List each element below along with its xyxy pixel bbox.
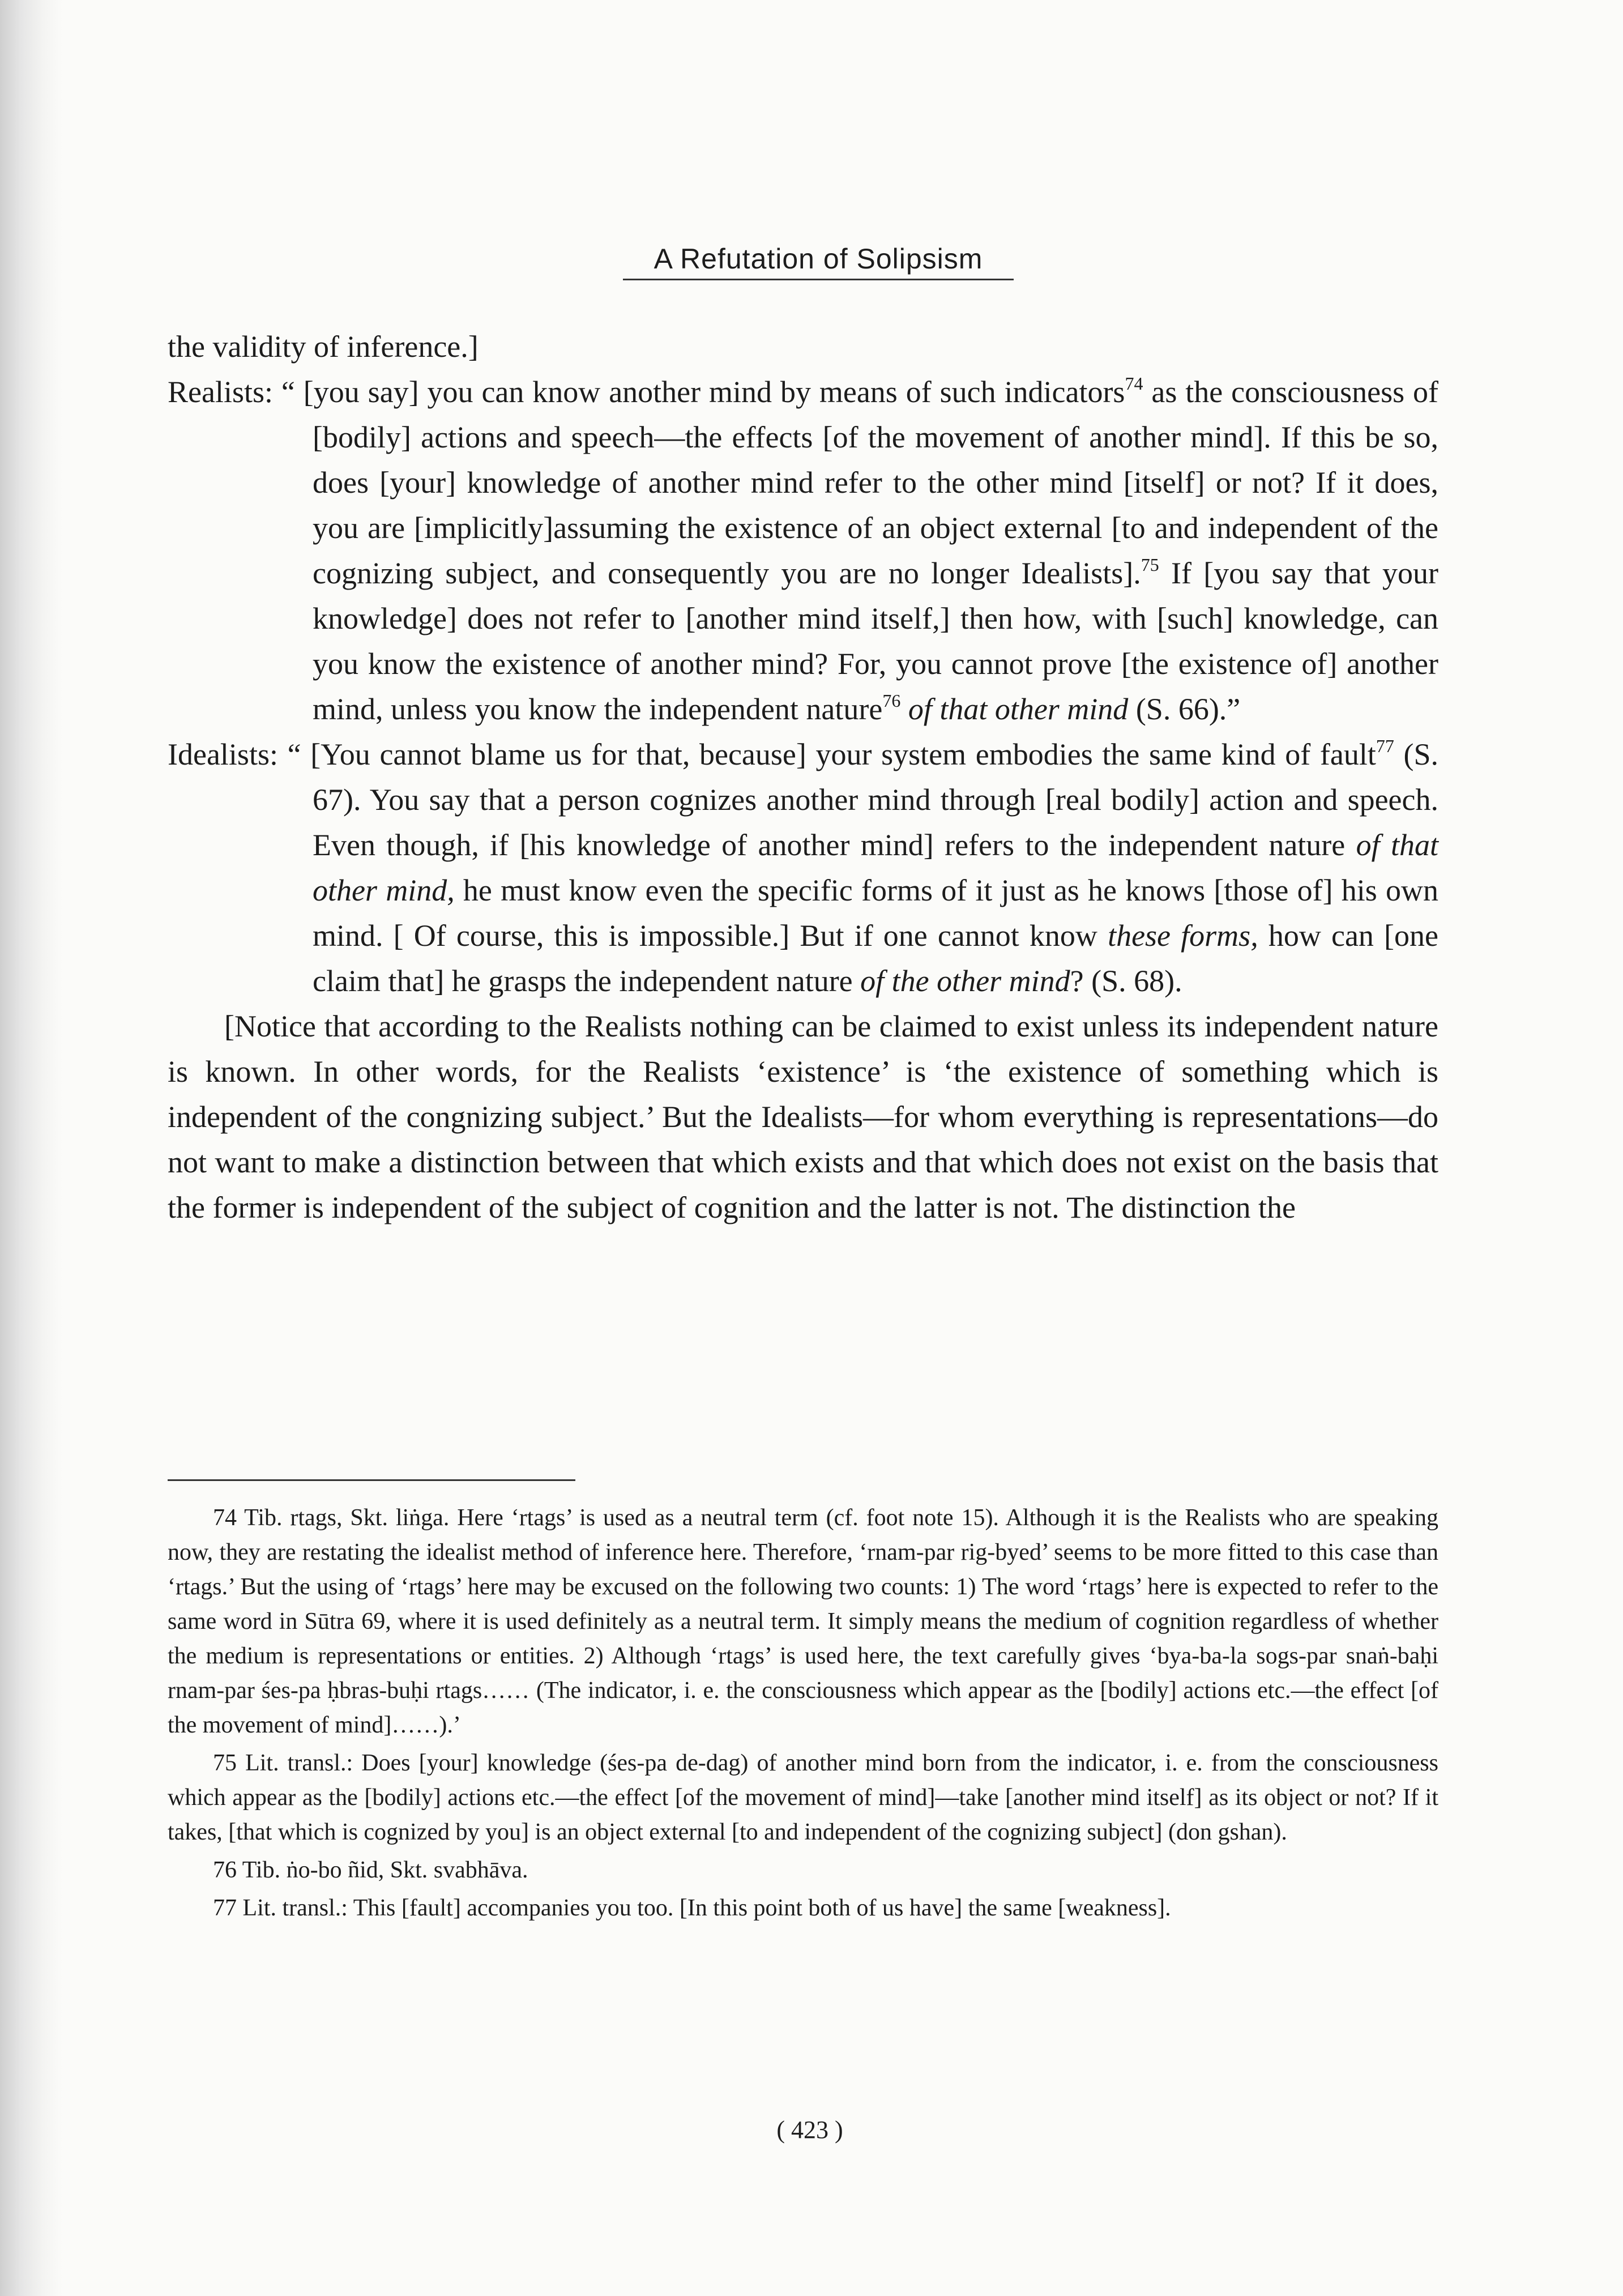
running-head: A Refutation of Solipsism (623, 242, 1014, 280)
idealists-italic-3: of the other mind (860, 964, 1070, 998)
idealists-text-1: “ [You cannot blame us for that, because] your system embodies the same kind of fault (277, 737, 1376, 771)
footnote-ref-74[interactable]: 74 (1125, 373, 1143, 394)
footnotes (168, 1501, 1438, 1929)
footnote-divider (168, 1479, 575, 1481)
idealists-italic-2: these forms, (1108, 919, 1258, 953)
page-number: ( 423 ) (776, 2116, 843, 2144)
footnote-75: 75 Lit. transl.: Does [your] knowledge (śes-pa de-dag) of another mind born from the indicator, i. e. from the consciousness which appear as the [bodily] actions etc.—the effect [of the movement of mind]—take [another mind itself] as its object or not? If it takes, [that which is cognized by you] is an object external [to and independent of the cognizing subject] (don gshan). (168, 1750, 1438, 1845)
realists-text-1: “ [you say] you can know another mind by means of such indicators (273, 375, 1125, 409)
idealists-italic-1: of that other mind, (313, 828, 1438, 907)
footnote-ref-77[interactable]: 77 (1376, 736, 1394, 756)
idealists-text-3: he must know even the specific forms of it just as he knows [those of] his own mind. [ Of course, this is impossible.] But if one cannot know (313, 873, 1438, 953)
footnote-ref-76[interactable]: 76 (882, 690, 901, 711)
speaker-realists: Realists: (168, 375, 273, 409)
notice-paragraph: [Notice that according to the Realists nothing can be claimed to exist unless its independent nature is known. In other words, for the Realists ‘existence’ is ‘the existence of something which is independent of the congnizing subject.’ But the Idealists—for whom everything is representations—do not want to make a distinction between that which exists and that which does not exist on the basis that the former is independent of the subject of cognition and the latter is not. The distinction the (168, 1009, 1438, 1224)
speaker-idealists: Idealists: (168, 737, 278, 771)
realists-text-4: (S. 66).” (1128, 692, 1241, 726)
realists-paragraph (168, 369, 1438, 732)
continuation-line: the validity of inference.] (168, 330, 479, 364)
footnote-76: 76 Tib. ṅo-bo ñid, Skt. svabhāva. (213, 1857, 528, 1883)
footnote-77: 77 Lit. transl.: This [fault] accompanies you too. [In this point both of us have] the same [weakness]. (213, 1895, 1171, 1921)
footnote-74: 74 Tib. rtags, Skt. liṅga. Here ‘rtags’ is used as a neutral term (cf. foot note 15). Although it is the Realists who are speaking now, they are restating the idealist method of inference here. Therefore, ‘rnam-par rig-byed’ seems to be more fitted to this case than ‘rtags.’ But the using of ‘rtags’ here may be excused on the following two counts: 1) The word ‘rtags’ here is expected to refer to the same word in Sūtra 69, where it is used definitely as a neutral term. It simply means the medium of cognition regardless of whether the medium is representations or entities. 2) Although ‘rtags’ is used here, the text carefully gives ‘bya-ba-la sogs-par snaṅ-baḥi rnam-par śes-pa ḥbras-buḥi rtags…… (The indicator, i. e. the consciousness which appear as the [bodily] actions etc.—the effect [of the movement of mind]……).’ (168, 1505, 1438, 1738)
realists-text-3: If [you say that your knowledge] does not refer to [another mind itself,] then how, with [such] knowledge, can you know the existence of another mind? For, you cannot prove [the existence of] another mind, unless you know the independent nature (313, 556, 1438, 726)
idealists-text-2: (S. 67). You say that a person cognizes another mind through [real bodily] action and speech. Even though, if [his knowledge of another mind] refers to the independent nature (313, 737, 1438, 862)
idealists-text-4: how can [one claim that] he grasps the independent nature (313, 919, 1438, 998)
idealists-paragraph (168, 732, 1438, 1004)
main-text (168, 324, 1438, 1230)
realists-text-2: as the consciousness of [bodily] actions and speech—the effects [of the movement of another mind]. If this be so, does [your] knowledge of another mind refer to the other mind [itself] or not? If it does, you are [implicitly]assuming the existence of an object external [to and independent of the cognizing subject, and consequently you are no longer Idealists]. (313, 375, 1438, 590)
realists-italic-1: of that other mind (900, 692, 1129, 726)
footnote-ref-75[interactable]: 75 (1141, 554, 1159, 575)
idealists-text-5: ? (S. 68). (1070, 964, 1182, 998)
scan-edge-shadow (0, 0, 62, 2296)
